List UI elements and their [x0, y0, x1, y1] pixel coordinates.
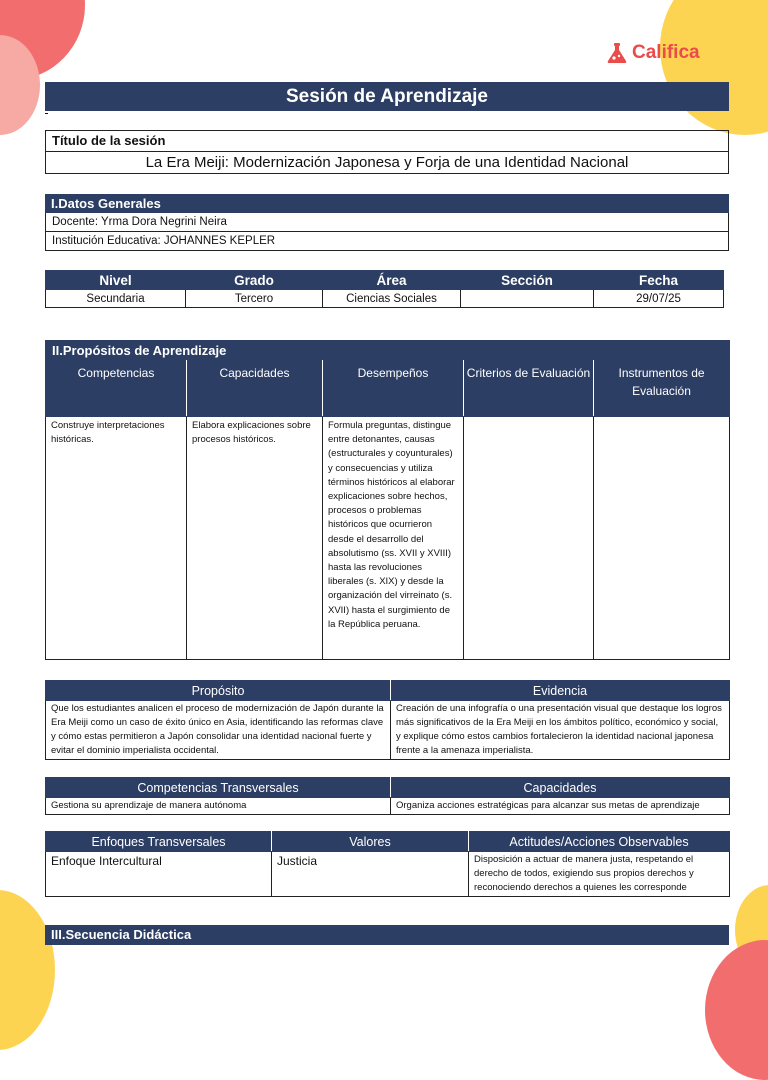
document-title: Sesión de Aprendizaje — [45, 82, 729, 111]
column-header: Propósito — [46, 681, 391, 701]
decorative-blob-yellow — [0, 890, 55, 1050]
brand-name: Califica — [632, 42, 700, 63]
institucion-field: Institución Educativa: JOHANNES KEPLER — [45, 232, 729, 251]
valor-cell: Justicia — [272, 852, 469, 897]
grado-value: Tercero — [186, 290, 323, 308]
column-header: Capacidades — [391, 778, 730, 798]
area-value: Ciencias Sociales — [323, 290, 461, 308]
column-header: Valores — [272, 832, 469, 852]
section-heading: II.Propósitos de Aprendizaje — [46, 341, 730, 360]
seccion-value — [461, 290, 594, 308]
enfoque-cell: Enfoque Intercultural — [46, 852, 272, 897]
proposito-cell: Que los estudiantes analicen el proceso de modernización de Japón durante la Era Meiji como un caso de éxito único en Asia, identificando las reformas clave y cómo estas permitieron a Japón consolidar una identidad nacional fuerte y evitar el dominio imperialista occidental. — [46, 701, 391, 760]
column-header: Área — [323, 271, 461, 290]
datos-generales-section — [45, 194, 729, 251]
competencia-transversal-cell: Gestiona su aprendizaje de manera autónoma — [46, 798, 391, 815]
divider — [45, 113, 48, 114]
enfoques-table — [45, 831, 730, 897]
competencia-cell: Construye interpretaciones históricas. — [46, 417, 187, 660]
propositos-table — [45, 340, 730, 660]
column-header: Criterios de Evaluación — [464, 360, 594, 417]
column-header: Sección — [461, 271, 594, 290]
column-header: Enfoques Transversales — [46, 832, 272, 852]
column-header: Grado — [186, 271, 323, 290]
session-title-label: Título de la sesión — [46, 131, 728, 152]
column-header: Actitudes/Acciones Observables — [469, 832, 730, 852]
transversales-table — [45, 777, 730, 815]
flask-icon — [606, 42, 628, 64]
column-header: Evidencia — [391, 681, 730, 701]
criterios-cell — [464, 417, 594, 660]
column-header: Desempeños — [323, 360, 464, 417]
column-header: Fecha — [594, 271, 724, 290]
column-header: Nivel — [46, 271, 186, 290]
docente-field: Docente: Yrma Dora Negrini Neira — [45, 213, 729, 232]
capacidad-transversal-cell: Organiza acciones estratégicas para alcanzar sus metas de aprendizaje — [391, 798, 730, 815]
session-title: La Era Meiji: Modernización Japonesa y Forja de una Identidad Nacional — [145, 154, 629, 171]
fecha-value: 29/07/25 — [594, 290, 724, 308]
session-title-box — [45, 130, 729, 174]
brand-logo — [606, 42, 700, 64]
column-header: Capacidades — [187, 360, 323, 417]
column-header: Competencias Transversales — [46, 778, 391, 798]
proposito-evidencia-table — [45, 680, 730, 760]
capacidad-cell: Elabora explicaciones sobre procesos históricos. — [187, 417, 323, 660]
desempeno-cell: Formula preguntas, distingue entre detonantes, causas (estructurales y coyunturales) y consecuencias y utiliza términos históricos al elaborar explicaciones sobre hechos, procesos o problemas históricos que ocurrieron desde el desarrollo del absolutismo (ss. XVII y XVIII) hasta las revoluciones liberales (s. XIX) y desde la organización del virreinato (s. XVII) hasta el surgimiento de la República peruana. — [323, 417, 464, 660]
nivel-value: Secundaria — [46, 290, 186, 308]
instrumentos-cell — [594, 417, 730, 660]
evidencia-cell: Creación de una infografía o una presentación visual que destaque los logros más significativos de la Era Meiji en los ámbitos político, económico y social, y explique cómo estos cambios fortalecieron la identidad nacional japonesa frente a la amenaza imperialista. — [391, 701, 730, 760]
actitud-cell: Disposición a actuar de manera justa, respetando el derecho de todos, exigiendo sus propios derechos y reconociendo derechos a quienes les corresponde — [469, 852, 730, 897]
info-table — [45, 270, 724, 308]
column-header: Competencias — [46, 360, 187, 417]
column-header: Instrumentos de Evaluación — [594, 360, 730, 417]
section-heading: III.Secuencia Didáctica — [45, 925, 729, 945]
decorative-blob-yellow — [660, 0, 768, 135]
section-heading: I.Datos Generales — [45, 194, 729, 213]
decorative-blob-coral — [705, 940, 768, 1080]
